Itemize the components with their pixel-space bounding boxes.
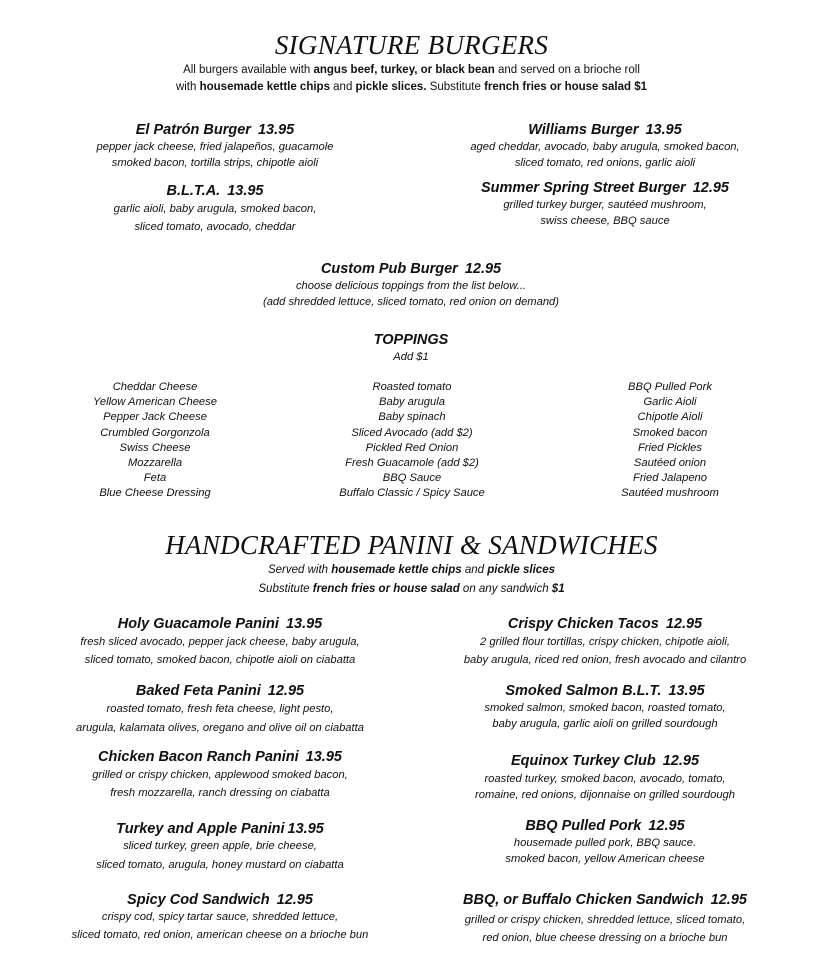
menu-item: [440, 121, 770, 171]
item-description: sliced turkey, green apple, brie cheese,: [123, 840, 317, 852]
item-description: roasted turkey, smoked bacon, avocado, tomato,: [484, 773, 726, 785]
topping-item: Crumbled Gorgonzola: [100, 426, 210, 439]
topping-item: Pickled Red Onion: [365, 441, 459, 454]
topping-item: Baby spinach: [378, 411, 446, 424]
item-name: Spicy Cod Sandwich 12.95: [127, 892, 313, 908]
topping-item: Sautéed onion: [633, 457, 707, 470]
menu-item: [60, 182, 370, 235]
topping-item: Fried Pickles: [637, 441, 703, 454]
menu-item: [430, 752, 780, 803]
topping-item: Baby arugula: [379, 396, 445, 409]
topping-item: Fresh Guacamole (add $2): [345, 457, 479, 470]
item-description: smoked bacon, yellow American cheese: [505, 853, 705, 865]
topping-item: Garlic Aioli: [643, 396, 697, 409]
item-name: BBQ, or Buffalo Chicken Sandwich 12.95: [463, 892, 747, 908]
menu-item: [60, 121, 370, 171]
topping-item: Sautéed mushroom: [621, 487, 719, 500]
item-description: roasted tomato, fresh feta cheese, light pesto,: [106, 703, 334, 715]
item-price: 12.95: [276, 892, 313, 908]
item-price: 12.95: [710, 892, 747, 908]
toppings-column-2: [312, 380, 512, 502]
item-description: fresh mozzarella, ranch dressing on ciabatta: [110, 787, 330, 799]
menu-item: [40, 820, 400, 873]
topping-item: Swiss Cheese: [119, 441, 191, 454]
item-name: Holy Guacamole Panini 13.95: [117, 616, 323, 632]
item-description: baby arugula, riced red onion, fresh avocado and cilantro: [463, 654, 747, 666]
panini-section-title: HANDCRAFTED PANINI & SANDWICHES: [165, 530, 658, 560]
item-price: 12.95: [464, 261, 502, 277]
topping-item: Chipotle Aioli: [637, 411, 703, 424]
item-description: smoked salmon, smoked bacon, roasted tomato,: [484, 702, 726, 714]
item-description: 2 grilled flour tortillas, crispy chicken, chipotle aioli,: [480, 636, 730, 648]
item-description: garlic aioli, baby arugula, smoked bacon,: [113, 203, 317, 215]
panini-intro: [0, 562, 823, 598]
menu-item: [211, 260, 611, 310]
topping-item: Sliced Avocado (add $2): [351, 426, 473, 439]
item-name: Turkey and Apple Panini 13.95: [116, 821, 324, 837]
item-description: grilled or crispy chicken, applewood smoked bacon,: [92, 769, 348, 781]
topping-item: BBQ Pulled Pork: [628, 381, 712, 393]
item-description: romaine, red onions, dijonnaise on grilled sourdough: [475, 789, 735, 801]
item-description: grilled turkey burger, sautéed mushroom,: [503, 199, 707, 211]
item-name: Baked Feta Panini 12.95: [135, 683, 305, 699]
item-price: 13.95: [257, 122, 295, 138]
item-description: sliced tomato, red onions, garlic aioli: [514, 157, 696, 169]
item-name: Chicken Bacon Ranch Panini 13.95: [98, 749, 342, 765]
item-name: Custom Pub Burger 12.95: [320, 261, 502, 277]
topping-item: Pepper Jack Cheese: [103, 411, 207, 424]
panini-intro-line-1: Served with housemade kettle chips and pickle slices: [267, 564, 555, 576]
item-description: choose delicious toppings from the list below...: [295, 280, 527, 292]
topping-item: Smoked bacon: [632, 426, 708, 439]
menu-item: [40, 682, 400, 736]
toppings-column-1: [55, 380, 255, 502]
toppings-column-3: [570, 380, 770, 502]
menu-item: [40, 748, 400, 801]
item-name: Crispy Chicken Tacos 12.95: [507, 616, 703, 632]
menu-item: [430, 891, 780, 946]
topping-item: Buffalo Classic / Spicy Sauce: [339, 487, 485, 500]
toppings-subtitle: Add $1: [393, 351, 429, 363]
item-description: arugula, kalamata olives, oregano and olive oil on ciabatta: [76, 722, 364, 734]
item-price: 13.95: [227, 183, 264, 199]
item-price: 12.95: [648, 818, 685, 834]
topping-item: Fried Jalapeno: [632, 472, 707, 485]
item-name: Equinox Turkey Club 12.95: [510, 753, 700, 769]
topping-item: Mozzarella: [127, 457, 183, 470]
item-description: aged cheddar, avocado, baby arugula, smoked bacon,: [470, 141, 740, 153]
item-name: Smoked Salmon B.L.T. 13.95: [505, 683, 705, 699]
item-price: 12.95: [692, 180, 729, 196]
item-price: 13.95: [305, 749, 342, 765]
item-name: El Patrón Burger 13.95: [135, 122, 295, 138]
item-price: 12.95: [267, 683, 305, 699]
item-price: 13.95: [645, 122, 682, 138]
item-name: Summer Spring Street Burger 12.95: [481, 180, 729, 196]
item-description: smoked bacon, tortilla strips, chipotle aioli: [111, 157, 319, 169]
item-description: fresh sliced avocado, pepper jack cheese, baby arugula,: [80, 636, 360, 648]
burgers-intro: [0, 62, 823, 96]
item-description: housemade pulled pork, BBQ sauce.: [513, 837, 697, 849]
topping-item: Feta: [143, 472, 167, 485]
item-name: Williams Burger 13.95: [528, 122, 682, 138]
topping-item: Yellow American Cheese: [93, 396, 217, 409]
topping-item: Roasted tomato: [372, 381, 452, 393]
menu-item: [430, 615, 780, 668]
menu-item: [430, 682, 780, 732]
toppings-title: TOPPINGS: [373, 332, 449, 348]
item-description: pepper jack cheese, fried jalapeños, guacamole: [96, 141, 334, 153]
item-description: crispy cod, spicy tartar sauce, shredded lettuce,: [101, 911, 339, 923]
menu-item: [40, 615, 400, 668]
topping-item: Blue Cheese Dressing: [99, 487, 211, 500]
menu-item: [440, 179, 770, 229]
item-description: red onion, blue cheese dressing on a brioche bun: [482, 932, 728, 944]
item-description: baby arugula, garlic aioli on grilled sourdough: [492, 718, 718, 730]
item-description: grilled or crispy chicken, shredded lettuce, sliced tomato,: [464, 914, 746, 926]
item-price: 13.95: [285, 616, 323, 632]
burgers-intro-line-1: All burgers available with angus beef, turkey, or black bean and served on a brioche roll: [183, 64, 640, 76]
item-price: 13.95: [668, 683, 705, 699]
item-description: (add shredded lettuce, sliced tomato, red onion on demand): [262, 296, 560, 308]
burgers-section-title: SIGNATURE BURGERS: [274, 30, 549, 60]
item-price: 12.95: [662, 753, 700, 769]
item-name: B.L.T.A. 13.95: [166, 183, 264, 199]
item-price: 13.95: [287, 821, 324, 837]
burgers-intro-line-2: with housemade kettle chips and pickle slices. Substitute french fries or house salad $1: [175, 81, 648, 93]
panini-intro-line-2: Substitute french fries or house salad on any sandwich $1: [258, 583, 565, 595]
item-price: 12.95: [665, 616, 703, 632]
menu-item: [430, 817, 780, 867]
item-description: sliced tomato, arugula, honey mustard on ciabatta: [96, 859, 344, 871]
item-description: sliced tomato, red onion, american cheese on a brioche bun: [71, 929, 369, 941]
toppings-header: [311, 331, 511, 365]
menu-item: [40, 891, 400, 943]
item-description: sliced tomato, smoked bacon, chipotle aioli on ciabatta: [84, 654, 356, 666]
item-description: sliced tomato, avocado, cheddar: [134, 221, 296, 233]
item-description: swiss cheese, BBQ sauce: [540, 215, 670, 227]
topping-item: Cheddar Cheese: [112, 381, 198, 393]
topping-item: BBQ Sauce: [382, 472, 442, 485]
item-name: BBQ Pulled Pork 12.95: [525, 818, 685, 834]
